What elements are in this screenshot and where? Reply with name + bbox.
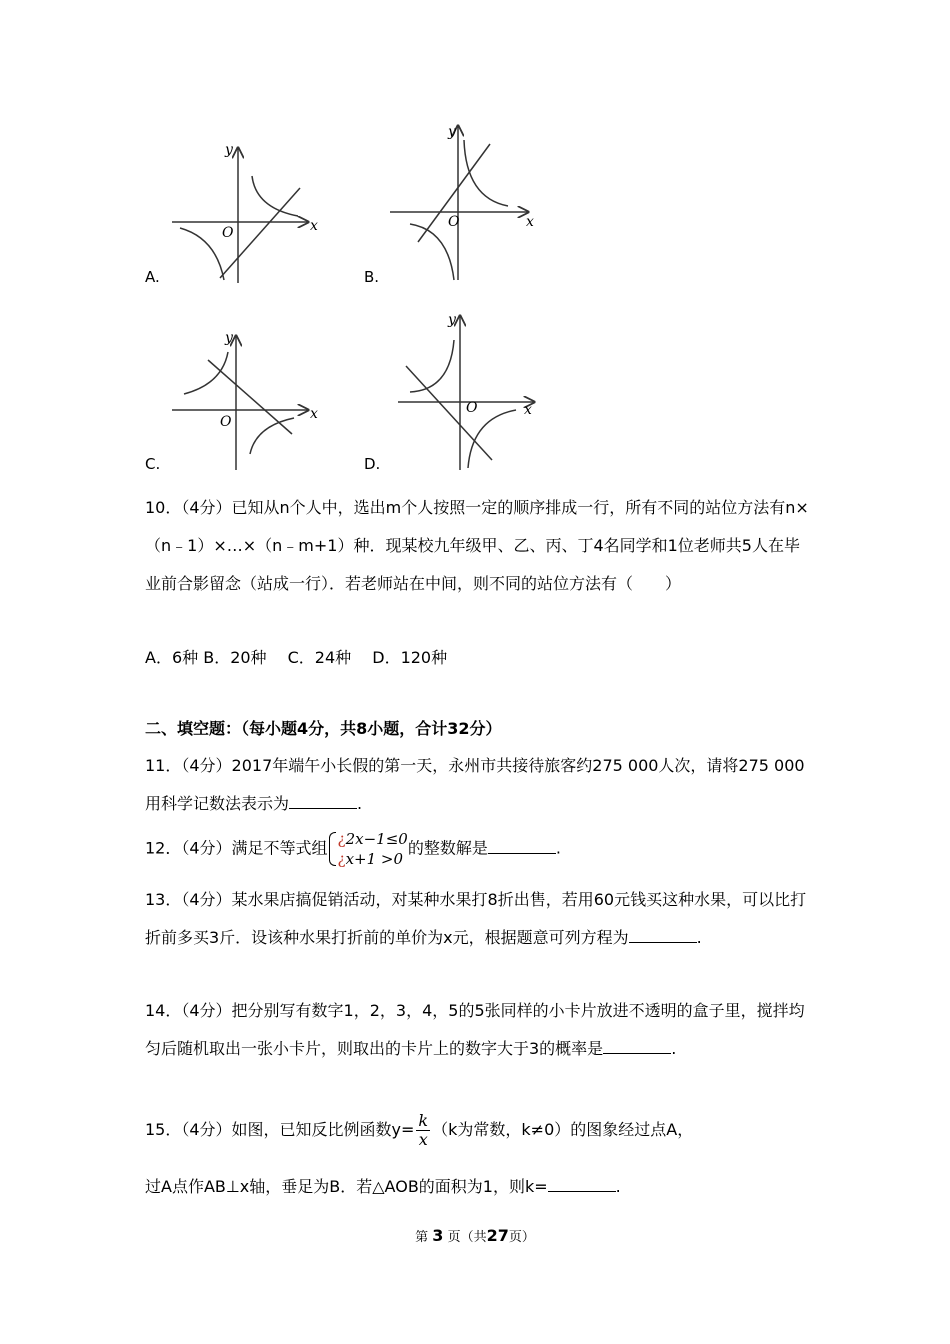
question-15-line2: 过A点作AB⊥x轴，垂足为B．若△AOB的面积为1，则k= <box>145 1177 548 1196</box>
answer-blank-14[interactable] <box>603 1037 671 1054</box>
x-label: x <box>524 402 532 418</box>
x-label: x <box>310 218 318 234</box>
question-11-end: . <box>357 794 363 813</box>
inequality-row-2 <box>338 849 408 869</box>
y-label: y <box>225 330 233 346</box>
graph-c <box>170 330 330 475</box>
hyperbola-branch-upper <box>184 352 228 394</box>
origin-label: O <box>466 400 478 416</box>
x-label: x <box>310 406 318 422</box>
question-15-prefix: 15．（4分）如图，已知反比例函数y= <box>145 1120 415 1139</box>
question-11 <box>145 747 810 823</box>
question-13-end: . <box>696 928 702 947</box>
fraction-numerator: k <box>418 1111 429 1130</box>
hyperbola-branch-upper <box>252 176 298 216</box>
question-10-choices: A．6种 B．20种 C．24种 D．120种 <box>145 648 448 667</box>
y-label: y <box>225 142 233 158</box>
render-glitch-char: ¿ <box>337 830 346 848</box>
question-15-end: . <box>615 1177 621 1196</box>
y-label: y <box>448 312 456 328</box>
question-11-text: 11．（4分）2017年端午小长假的第一天，永州市共接待旅客约275 000人次，请将275 000用科学记数法表示为 <box>145 756 805 813</box>
question-13 <box>145 881 810 957</box>
answer-blank-12[interactable] <box>488 837 556 854</box>
question-13-text: 13．（4分）某水果店搞促销活动，对某种水果打8折出售，若用60元钱买这种水果，可以比打折前多买3斤．设该种水果打折前的单价为x元，根据题意可列方程为 <box>145 890 807 947</box>
question-12-end: . <box>555 838 561 858</box>
question-15-line-2 <box>145 1174 621 1197</box>
page-number: 3 <box>432 1226 444 1245</box>
origin-label: O <box>222 225 234 241</box>
option-d-label: D. <box>364 455 381 473</box>
question-14-end: . <box>671 1039 677 1058</box>
y-label: y <box>448 124 456 140</box>
question-15-suffix: （k为常数，k≠0）的图象经过点A， <box>432 1120 694 1139</box>
origin-label: O <box>220 414 232 430</box>
graph-d <box>396 310 556 475</box>
origin-label: O <box>448 214 460 230</box>
hyperbola-branch-upper <box>410 340 454 392</box>
inequality-system <box>328 829 408 869</box>
answer-blank-13[interactable] <box>629 926 697 943</box>
footer-pre: 第 <box>415 1230 429 1245</box>
hyperbola-branch-lower <box>250 418 294 454</box>
question-12-suffix: 的整数解是 <box>407 838 488 858</box>
fraction-k-over-x <box>416 1112 430 1149</box>
linear-function-line <box>406 366 492 460</box>
question-14-text: 14．（4分）把分别写有数字1，2，3，4，5的5张同样的小卡片放进不透明的盒子里，搅拌均匀后随机取出一张小卡片，则取出的卡片上的数字大于3的概率是 <box>145 1001 805 1058</box>
question-10-text: 10．（4分）已知从n个人中，选出m个人按照一定的顺序排成一行，所有不同的站位方法有n×（n﹣1）×…×（n﹣m+1）种．现某校九年级甲、乙、丙、丁4名同学和1位老师共5人在毕业前合影留念（站成一行）．若老师站在中间，则不同的站位方法有（ ） <box>145 498 809 593</box>
option-b-label: B. <box>364 268 380 286</box>
option-c-label: C. <box>145 455 161 473</box>
hyperbola-branch-lower <box>410 224 454 280</box>
answer-blank-15[interactable] <box>548 1175 616 1192</box>
question-14 <box>145 992 810 1068</box>
hyperbola-branch-lower <box>180 228 224 280</box>
graph-a <box>170 140 330 285</box>
page-footer <box>0 1226 950 1245</box>
total-pages: 27 <box>486 1226 509 1245</box>
answer-blank-11[interactable] <box>289 792 357 809</box>
x-label: x <box>526 214 534 230</box>
fraction-denominator: x <box>418 1130 428 1149</box>
inequality-row-1 <box>338 829 408 849</box>
footer-post: 页） <box>508 1230 535 1245</box>
question-12-prefix: 12．（4分）满足不等式组 <box>145 838 328 858</box>
graph-b <box>388 120 548 285</box>
render-glitch-char: ¿ <box>337 850 346 868</box>
question-10 <box>145 489 810 603</box>
question-15-line-1 <box>145 1112 693 1149</box>
inequality-1: 2x−1≤0 <box>345 830 408 848</box>
section-2-heading: 二、填空题：（每小题4分，共8小题，合计32分） <box>145 719 502 738</box>
footer-mid: 页（共 <box>447 1230 487 1245</box>
option-a-label: A. <box>145 268 160 286</box>
question-12 <box>145 829 561 869</box>
inequality-2: x+1 >0 <box>345 850 404 868</box>
